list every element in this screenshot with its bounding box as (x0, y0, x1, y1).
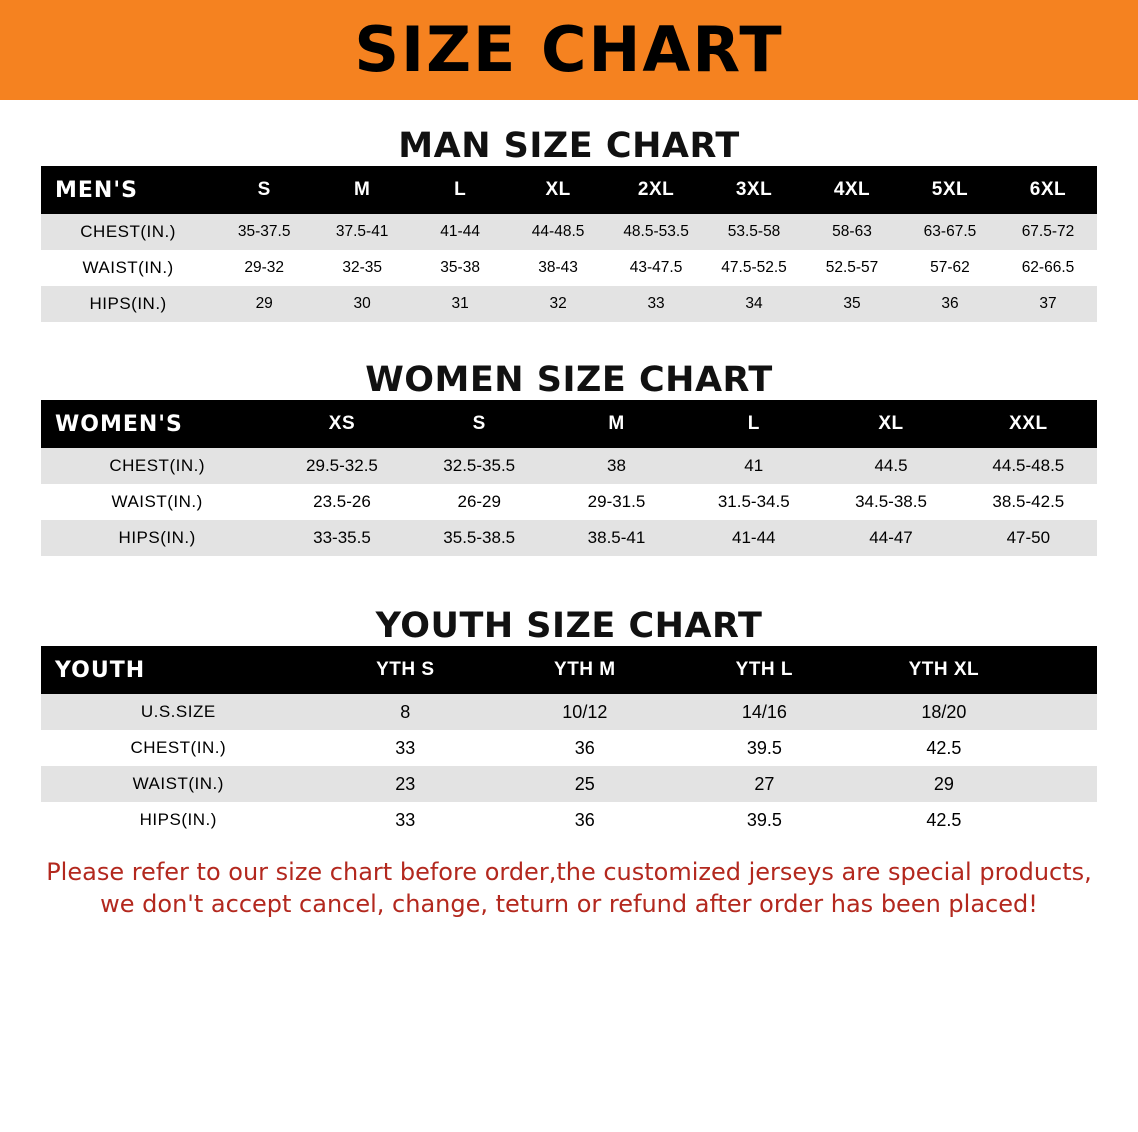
youth-table-wrap (0, 646, 1138, 838)
table-row (41, 250, 1097, 286)
men-waist-l: 35-38 (411, 250, 509, 286)
women-row-label-waist: WAIST(IN.) (41, 484, 273, 520)
women-corner-label: WOMEN'S (41, 400, 273, 448)
men-hips-3xl: 34 (705, 286, 803, 322)
youth-row-label-hips: HIPS(IN.) (41, 802, 316, 838)
youth-col-4: YTH XL (854, 646, 1034, 694)
youth-cell-spacer (1034, 694, 1097, 730)
men-hips-5xl: 36 (901, 286, 999, 322)
women-col-2: S (411, 400, 548, 448)
men-waist-xl: 38-43 (509, 250, 607, 286)
men-hips-xl: 32 (509, 286, 607, 322)
men-hips-4xl: 35 (803, 286, 901, 322)
men-chest-4xl: 58-63 (803, 214, 901, 250)
table-row (41, 730, 1097, 766)
youth-section-heading: YOUTH SIZE CHART (375, 606, 763, 646)
table-row (41, 802, 1097, 838)
table-row (41, 520, 1097, 556)
table-header-row (41, 400, 1097, 448)
men-chest-5xl: 63-67.5 (901, 214, 999, 250)
men-chest-s: 35-37.5 (215, 214, 313, 250)
men-chest-l: 41-44 (411, 214, 509, 250)
men-col-9: 6XL (999, 166, 1097, 214)
table-row (41, 214, 1097, 250)
men-hips-m: 30 (313, 286, 411, 322)
men-col-1: S (215, 166, 313, 214)
youth-waist-s: 23 (316, 766, 496, 802)
men-waist-3xl: 47.5-52.5 (705, 250, 803, 286)
youth-chest-m: 36 (495, 730, 675, 766)
youth-corner-label: YOUTH (41, 646, 316, 694)
notice-line-2: we don't accept cancel, change, teturn or refund after order has been placed! (100, 890, 1038, 919)
youth-hips-s: 33 (316, 802, 496, 838)
women-chest-xs: 29.5-32.5 (273, 448, 410, 484)
youth-hips-l: 39.5 (675, 802, 855, 838)
men-hips-l: 31 (411, 286, 509, 322)
women-chest-xl: 44.5 (822, 448, 959, 484)
youth-chest-s: 33 (316, 730, 496, 766)
men-chest-m: 37.5-41 (313, 214, 411, 250)
women-col-6: XXL (960, 400, 1097, 448)
women-chest-l: 41 (685, 448, 822, 484)
youth-col-spacer (1034, 646, 1097, 694)
men-chest-3xl: 53.5-58 (705, 214, 803, 250)
notice-text (0, 856, 1138, 921)
youth-waist-xl: 29 (854, 766, 1034, 802)
youth-ussize-l: 14/16 (675, 694, 855, 730)
youth-cell-spacer (1034, 802, 1097, 838)
women-chest-s: 32.5-35.5 (411, 448, 548, 484)
women-col-4: L (685, 400, 822, 448)
women-hips-s: 35.5-38.5 (411, 520, 548, 556)
man-size-table (41, 166, 1097, 322)
table-row (41, 286, 1097, 322)
women-row-label-chest: CHEST(IN.) (41, 448, 273, 484)
men-chest-2xl: 48.5-53.5 (607, 214, 705, 250)
youth-waist-m: 25 (495, 766, 675, 802)
youth-col-3: YTH L (675, 646, 855, 694)
women-chest-xxl: 44.5-48.5 (960, 448, 1097, 484)
youth-hips-xl: 42.5 (854, 802, 1034, 838)
women-hips-xl: 44-47 (822, 520, 959, 556)
women-waist-xl: 34.5-38.5 (822, 484, 959, 520)
men-chest-xl: 44-48.5 (509, 214, 607, 250)
men-col-2: M (313, 166, 411, 214)
table-row (41, 448, 1097, 484)
men-col-6: 3XL (705, 166, 803, 214)
women-hips-xxl: 47-50 (960, 520, 1097, 556)
table-header-row (41, 646, 1097, 694)
women-hips-xs: 33-35.5 (273, 520, 410, 556)
women-table-wrap (0, 400, 1138, 556)
women-waist-s: 26-29 (411, 484, 548, 520)
women-hips-l: 41-44 (685, 520, 822, 556)
women-waist-xs: 23.5-26 (273, 484, 410, 520)
man-table-wrap (0, 166, 1138, 322)
men-col-8: 5XL (901, 166, 999, 214)
men-hips-6xl: 37 (999, 286, 1097, 322)
youth-cell-spacer (1034, 730, 1097, 766)
men-waist-m: 32-35 (313, 250, 411, 286)
men-chest-6xl: 67.5-72 (999, 214, 1097, 250)
men-col-5: 2XL (607, 166, 705, 214)
youth-ussize-m: 10/12 (495, 694, 675, 730)
table-row (41, 694, 1097, 730)
youth-col-2: YTH M (495, 646, 675, 694)
page-title: SIZE CHART (354, 13, 784, 86)
men-row-label-chest: CHEST(IN.) (41, 214, 215, 250)
youth-row-label-chest: CHEST(IN.) (41, 730, 316, 766)
youth-chest-l: 39.5 (675, 730, 855, 766)
table-header-row (41, 166, 1097, 214)
youth-row-label-waist: WAIST(IN.) (41, 766, 316, 802)
men-hips-s: 29 (215, 286, 313, 322)
table-row (41, 484, 1097, 520)
youth-size-table (41, 646, 1097, 838)
men-waist-5xl: 57-62 (901, 250, 999, 286)
table-row (41, 766, 1097, 802)
men-waist-6xl: 62-66.5 (999, 250, 1097, 286)
women-chest-m: 38 (548, 448, 685, 484)
men-hips-2xl: 33 (607, 286, 705, 322)
man-section-heading: MAN SIZE CHART (398, 126, 740, 166)
men-waist-2xl: 43-47.5 (607, 250, 705, 286)
youth-row-label-ussize: U.S.SIZE (41, 694, 316, 730)
women-waist-l: 31.5-34.5 (685, 484, 822, 520)
youth-waist-l: 27 (675, 766, 855, 802)
men-row-label-hips: HIPS(IN.) (41, 286, 215, 322)
women-hips-m: 38.5-41 (548, 520, 685, 556)
women-section-heading: WOMEN SIZE CHART (365, 360, 773, 400)
men-col-7: 4XL (803, 166, 901, 214)
youth-ussize-xl: 18/20 (854, 694, 1034, 730)
women-size-table (41, 400, 1097, 556)
women-col-5: XL (822, 400, 959, 448)
women-col-1: XS (273, 400, 410, 448)
youth-chest-xl: 42.5 (854, 730, 1034, 766)
men-col-3: L (411, 166, 509, 214)
women-waist-m: 29-31.5 (548, 484, 685, 520)
youth-ussize-s: 8 (316, 694, 496, 730)
men-corner-label: MEN'S (41, 166, 215, 214)
youth-hips-m: 36 (495, 802, 675, 838)
youth-cell-spacer (1034, 766, 1097, 802)
women-col-3: M (548, 400, 685, 448)
women-waist-xxl: 38.5-42.5 (960, 484, 1097, 520)
banner (0, 0, 1138, 100)
men-col-4: XL (509, 166, 607, 214)
men-row-label-waist: WAIST(IN.) (41, 250, 215, 286)
men-waist-4xl: 52.5-57 (803, 250, 901, 286)
notice-line-1: Please refer to our size chart before order,the customized jerseys are special products, (46, 858, 1092, 886)
men-waist-s: 29-32 (215, 250, 313, 286)
women-row-label-hips: HIPS(IN.) (41, 520, 273, 556)
youth-col-1: YTH S (316, 646, 496, 694)
